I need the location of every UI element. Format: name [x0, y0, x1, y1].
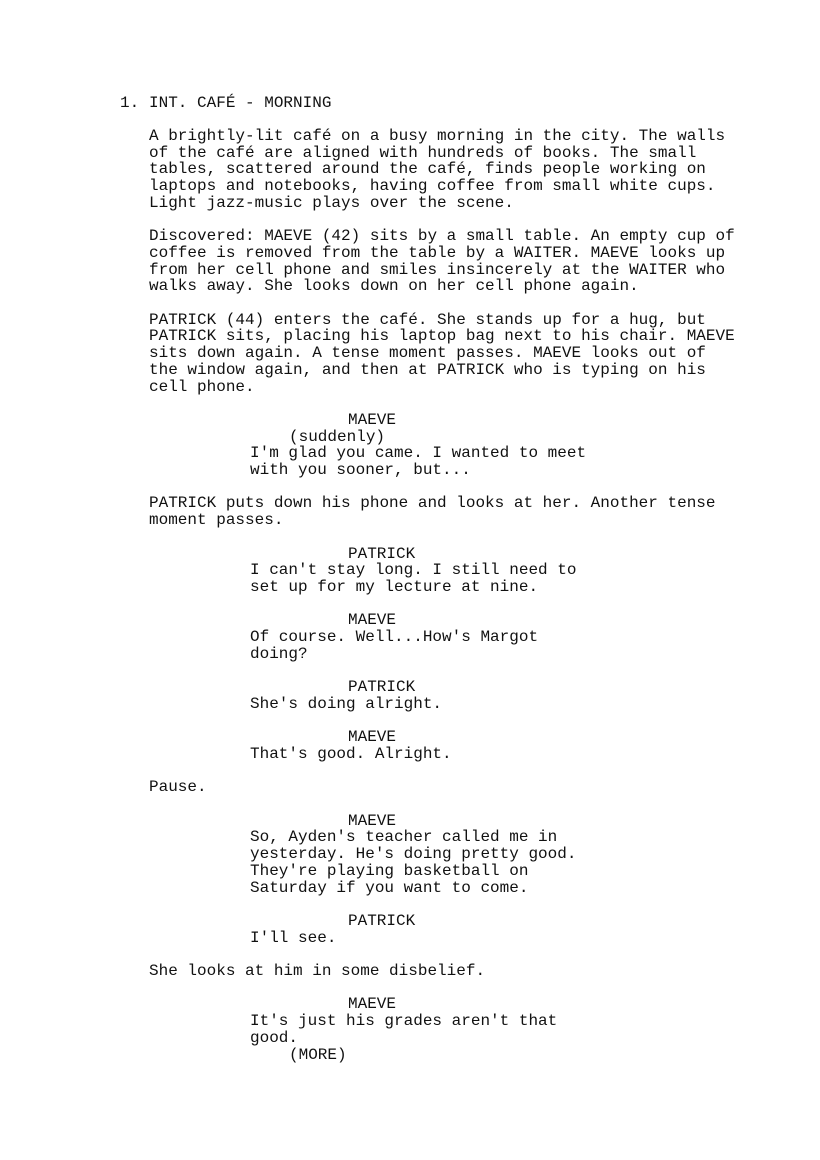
more-continuation: (MORE) [289, 1045, 347, 1064]
dialogue-line: Saturday if you want to come. [250, 878, 529, 897]
dialogue-line: with you sooner, but... [250, 461, 471, 479]
dialogue-line: set up for my lecture at nine. [250, 577, 539, 596]
action-line: PATRICK puts down his phone and looks at her. Another tense [149, 494, 716, 513]
action-line: sits down again. A tense moment passes. MAEVE looks out of [149, 344, 706, 363]
dialogue-line: doing? [250, 644, 308, 663]
action-line: of the café are aligned with hundreds of books. The small [149, 143, 697, 162]
action-line: tables, scattered around the café, finds people working on [149, 160, 706, 179]
action-line: A brightly-lit café on a busy morning in the city. The walls [149, 127, 726, 145]
dialogue-line: It's just his grades aren't that [250, 1012, 558, 1031]
action-line: Light jazz-music plays over the scene. [149, 193, 514, 212]
action-line: Pause. [149, 778, 207, 797]
parenthetical: (suddenly) [289, 427, 386, 446]
character-name: MAEVE [348, 410, 397, 429]
dialogue-line: I'll see. [250, 928, 337, 947]
dialogue-line: So, Ayden's teacher called me in [250, 828, 558, 847]
dialogue-line: I can't stay long. I still need to [250, 561, 577, 580]
dialogue-line: They're playing basketball on [250, 861, 529, 880]
action-line: PATRICK (44) enters the café. She stands up for a hug, but [149, 310, 706, 329]
scene-heading: INT. CAFÉ - MORNING [149, 94, 332, 112]
action-line: She looks at him in some disbelief. [149, 962, 486, 980]
dialogue-line: That's good. Alright. [250, 744, 452, 763]
dialogue-line: She's doing alright. [250, 694, 443, 713]
action-line: the window again, and then at PATRICK who is typing on his [149, 360, 706, 379]
character-name: MAEVE [348, 611, 397, 630]
character-name: PATRICK [348, 544, 416, 563]
dialogue-line: good. [250, 1028, 299, 1047]
character-name: MAEVE [348, 995, 397, 1014]
character-name: MAEVE [348, 728, 397, 747]
character-name: PATRICK [348, 678, 416, 697]
action-line: PATRICK sits, placing his laptop bag next to his chair. MAEVE [149, 327, 735, 346]
dialogue-line: I'm glad you came. I wanted to meet [250, 444, 587, 463]
scene-number: 1. [120, 94, 140, 112]
action-line: cell phone. [149, 377, 255, 396]
action-line: coffee is removed from the table by a WAITER. MAEVE looks up [149, 243, 726, 262]
character-name: PATRICK [348, 911, 416, 930]
action-line: walks away. She looks down on her cell phone again. [149, 277, 639, 296]
dialogue-line: Of course. Well...How's Margot [250, 628, 539, 646]
dialogue-line: yesterday. He's doing pretty good. [250, 845, 577, 864]
character-name: MAEVE [348, 811, 397, 830]
action-line: from her cell phone and smiles insincerely at the WAITER who [149, 260, 726, 279]
action-line: laptops and notebooks, having coffee from small white cups. [149, 177, 716, 196]
action-line: moment passes. [149, 511, 284, 530]
action-line: Discovered: MAEVE (42) sits by a small table. An empty cup of [149, 227, 735, 246]
